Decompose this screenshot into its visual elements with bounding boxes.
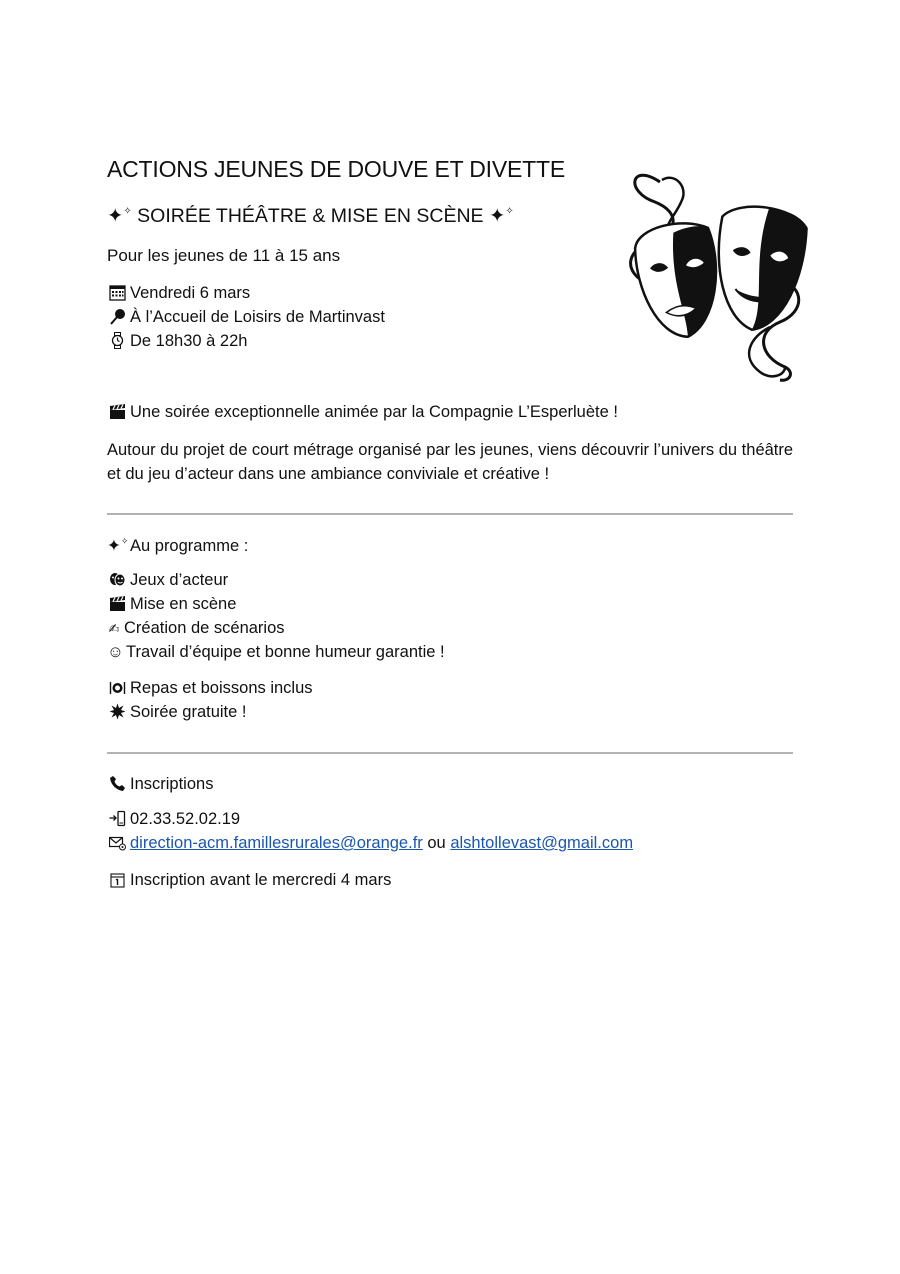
pin-icon (107, 308, 127, 327)
event-subtitle (107, 204, 514, 228)
phone-number[interactable]: 02.33.52.02.19 (130, 810, 241, 828)
program-item (107, 595, 236, 614)
phone-row (107, 810, 240, 829)
meals-text: Repas et boissons inclus (130, 679, 313, 697)
free-row (107, 703, 246, 722)
smiley-icon: ☺ (107, 643, 124, 661)
phone-icon (107, 775, 127, 794)
time-row (107, 332, 247, 351)
sparkles-icon: ✦✧ (107, 205, 132, 227)
divider (107, 513, 793, 515)
plate-cutlery-icon (107, 679, 127, 698)
sparkles-icon: ✦✧ (107, 536, 129, 555)
email-row (107, 834, 633, 853)
program-item (107, 571, 228, 590)
deadline-row (107, 871, 391, 890)
intro-heading: Une soirée exceptionnelle animée par la Compagnie L’Esperluète ! (130, 403, 618, 421)
date-row (107, 284, 250, 303)
calendar-day-icon (107, 871, 127, 890)
time-text: De 18h30 à 22h (130, 332, 248, 350)
writing-hand-icon: ✍ (108, 621, 120, 636)
clapperboard-icon (107, 403, 127, 422)
sparkles-icon: ✦✧ (488, 205, 514, 227)
intro-heading-row (107, 403, 618, 422)
page-title: ACTIONS JEUNES DE DOUVE ET DIVETTE (107, 156, 565, 182)
calendar-icon (107, 284, 127, 303)
intro-paragraph: Autour du projet de court métrage organisé par les jeunes, viens découvrir l’univers du théâtre et du jeu d’acteur dans une ambiance conviviale et créative ! (107, 441, 794, 483)
date-text: Vendredi 6 mars (130, 284, 251, 302)
watch-icon (107, 332, 127, 351)
subtitle-text: SOIRÉE THÉÂTRE & MISE EN SCÈNE (137, 205, 484, 227)
program-item-text: Jeux d’acteur (130, 571, 229, 589)
location-text: À l’Accueil de Loisirs de Martinvast (130, 308, 385, 326)
program-item (107, 619, 285, 638)
program-heading: Au programme : (130, 537, 249, 555)
envelope-icon (107, 834, 127, 853)
free-text: Soirée gratuite ! (130, 703, 247, 721)
location-row (107, 308, 385, 327)
burst-icon (107, 703, 127, 722)
program-item (107, 643, 445, 662)
mobile-arrow-icon (107, 810, 127, 829)
email-link-acm[interactable]: direction-acm.famillesrurales@orange.fr (130, 834, 423, 852)
registration-heading-row (107, 775, 213, 794)
or-text: ou (427, 834, 446, 852)
meals-row (107, 679, 313, 698)
program-heading-row (107, 536, 248, 556)
registration-heading: Inscriptions (130, 775, 214, 793)
program-item-text: Travail d’équipe et bonne humeur garantie ! (126, 643, 445, 661)
deadline-text: Inscription avant le mercredi 4 mars (130, 871, 392, 889)
divider (107, 752, 793, 754)
clapperboard-icon (107, 595, 127, 614)
program-item-text: Mise en scène (130, 595, 237, 613)
audience-text: Pour les jeunes de 11 à 15 ans (107, 246, 341, 265)
theatre-masks-icon (620, 162, 810, 387)
program-item-text: Création de scénarios (124, 619, 285, 637)
email-link-alsh[interactable]: alshtollevast@gmail.com (450, 834, 634, 852)
theatre-masks-icon (107, 571, 127, 590)
